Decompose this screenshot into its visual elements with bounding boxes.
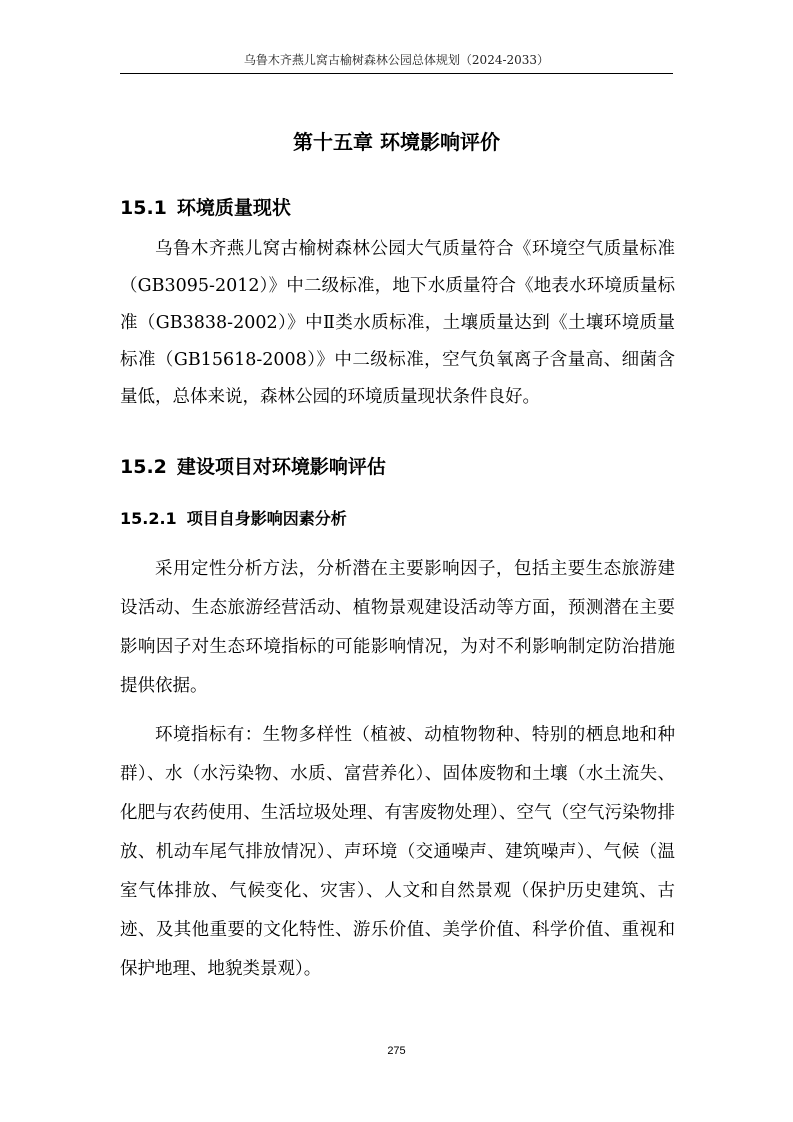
section-heading-15-1 <box>120 194 291 222</box>
page-number: 275 <box>387 1045 406 1057</box>
paragraph-environment-quality: 乌鲁木齐燕儿窝古榆树森林公园大气质量符合《环境空气质量标准（GB3095-2012）》中二级标准，地下水质量符合《地表水环境质量标准（GB3838-2002）》中Ⅱ类水质标准，土壤质量达到《土壤环境质量标准（GB15618-2008）》中二级标准，空气负氧离子含量高、细菌含量低，总体来说，森林公园的环境质量现状条件良好。 <box>120 239 675 407</box>
chapter-title: 第十五章 环境影响评价 <box>293 130 500 154</box>
section-number: 15.2 <box>120 456 167 478</box>
section-number: 15.1 <box>120 197 167 219</box>
running-header: 乌鲁木齐燕儿窝古榆树森林公园总体规划（2024-2033） <box>243 53 550 67</box>
subsection-title: 项目自身影响因素分析 <box>186 509 347 528</box>
section-title: 建设项目对环境影响评估 <box>176 456 386 478</box>
section-title: 环境质量现状 <box>176 197 291 219</box>
subsection-number: 15.2.1 <box>120 509 177 528</box>
subsection-heading-15-2-1 <box>120 507 347 531</box>
paragraph-analysis-method: 采用定性分析方法，分析潜在主要影响因子，包括主要生态旅游建设活动、生态旅游经营活动、植物景观建设活动等方面，预测潜在主要影响因子对生态环境指标的可能影响情况，为对不利影响制定防治措施提供依据。 <box>120 559 675 696</box>
paragraph-environment-indicators: 环境指标有：生物多样性（植被、动植物物种、特别的栖息地和种群）、水（水污染物、水质、富营养化）、固体废物和土壤（水土流失、化肥与农药使用、生活垃圾处理、有害废物处理）、空气（空气污染物排放、机动车尾气排放情况）、声环境（交通噪声、建筑噪声）、气候（温室气体排放、气候变化、灾害）、人文和自然景观（保护历史建筑、古迹、及其他重要的文化特性、游乐价值、美学价值、科学价值、重视和保护地理、地貌类景观）。 <box>120 725 675 979</box>
section-heading-15-2 <box>120 453 386 481</box>
header-rule <box>120 73 673 74</box>
